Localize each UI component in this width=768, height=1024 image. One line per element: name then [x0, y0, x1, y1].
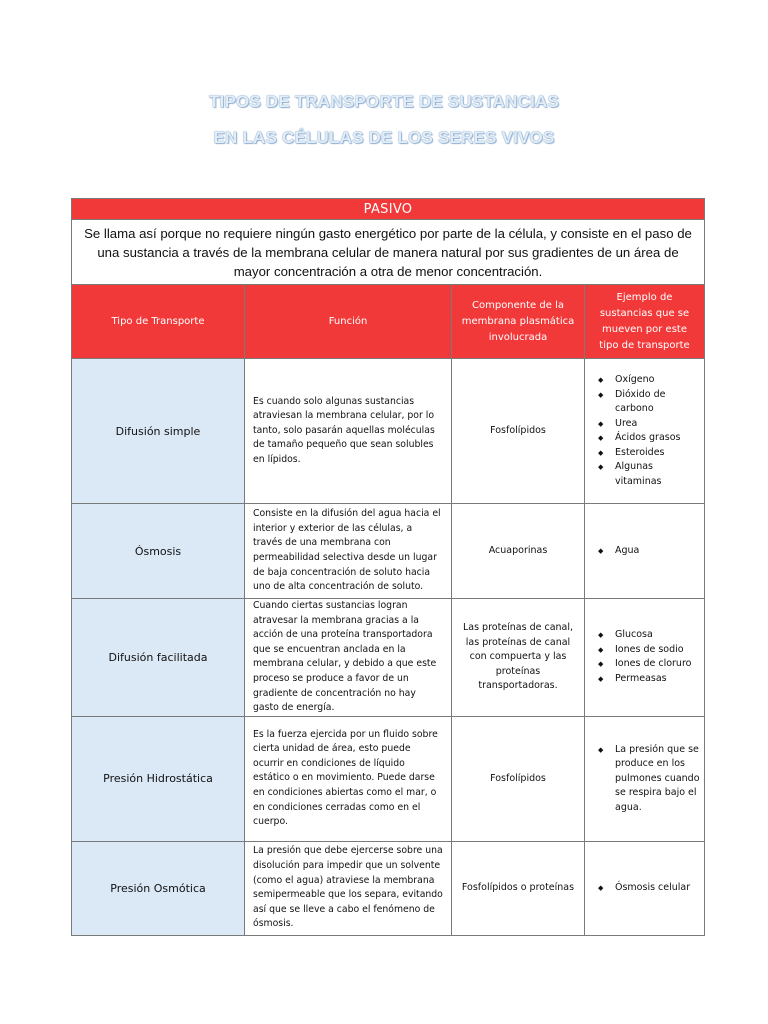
- membrane-component: Fosfolípidos: [452, 359, 585, 504]
- list-item: ◆ Ósmosis celular: [615, 881, 700, 896]
- section-description: Se llama así porque no requiere ningún gasto energético por parte de la célula, y consiste en el paso de una sustancia a través de la membrana celular de manera natural por sus gradientes de un área de mayor concentración a otra de menor concentración.: [72, 220, 705, 285]
- list-item: ◆ Iones de sodio: [615, 643, 700, 658]
- document-title-line-1: TIPOS DE TRANSPORTE DE SUSTANCIAS: [208, 92, 560, 111]
- transport-function: Consiste en la difusión del agua hacia el interior y exterior de las células, a través de una membrana con permeabilidad selectiva desde un lugar de baja concentración de soluto hacia uno de alta concentración de soluto.: [245, 504, 452, 599]
- list-item: ◆ Dióxido de carbono: [615, 388, 700, 417]
- transport-function: La presión que debe ejercerse sobre una disolución para impedir que un solvente (como el agua) atraviese la membrana semipermeable que los separa, evitando así que se lleve a cabo el fenómeno de ósmosis.: [245, 841, 452, 935]
- table-row: [72, 359, 705, 504]
- column-header-examples: Ejemplo de sustancias que se mueven por este tipo de transporte: [585, 285, 705, 359]
- list-item: ◆ La presión que se produce en los pulmones cuando se respira bajo el agua.: [615, 743, 700, 816]
- examples-cell: [585, 841, 705, 935]
- column-header-component: Componente de la membrana plasmática involucrada: [452, 285, 585, 359]
- transport-type-name: Difusión simple: [72, 359, 245, 504]
- list-item: ◆ Iones de cloruro: [615, 657, 700, 672]
- examples-list: [585, 881, 704, 896]
- membrane-component: Fosfolípidos: [452, 716, 585, 841]
- transport-function: Es cuando solo algunas sustancias atraviesan la membrana celular, por lo tanto, solo pasarán aquellas moléculas de tamaño pequeño que sean solubles en lípidos.: [245, 359, 452, 504]
- membrane-component: Acuaporinas: [452, 504, 585, 599]
- transport-function: Cuando ciertas sustancias logran atravesar la membrana gracias a la acción de una proteína transportadora que se encuentran anclada en la membrana celular, y debido a que este proceso se produce a favor de un gradiente de concentración no hay gasto de energía.: [245, 599, 452, 717]
- table-row: [72, 504, 705, 599]
- list-item: ◆ Esteroides: [615, 446, 700, 461]
- table-row: [72, 716, 705, 841]
- list-item: ◆ Urea: [615, 417, 700, 432]
- list-item: ◆ Glucosa: [615, 628, 700, 643]
- transport-type-name: Ósmosis: [72, 504, 245, 599]
- table-row: [72, 841, 705, 935]
- transport-type-name: Presión Hidrostática: [72, 716, 245, 841]
- list-item: ◆ Ácidos grasos: [615, 431, 700, 446]
- examples-list: [585, 743, 704, 816]
- examples-list: [585, 373, 704, 489]
- list-item: ◆ Agua: [615, 544, 700, 559]
- list-item: ◆ Oxígeno: [615, 373, 700, 388]
- examples-cell: [585, 716, 705, 841]
- table-header-row: [72, 285, 705, 359]
- column-header-type: Tipo de Transporte: [72, 285, 245, 359]
- examples-list: [585, 544, 704, 559]
- membrane-component: Las proteínas de canal, las proteínas de canal con compuerta y las proteínas transportadoras.: [452, 599, 585, 717]
- examples-cell: [585, 599, 705, 717]
- document-title-line-2: EN LAS CÉLULAS DE LOS SERES VIVOS: [213, 128, 555, 147]
- table-row: [72, 599, 705, 717]
- transport-type-name: Difusión facilitada: [72, 599, 245, 717]
- transport-function: Es la fuerza ejercida por un fluido sobre cierta unidad de área, esto puede ocurrir en condiciones de líquido estático o en movimiento. Puede darse en condiciones abiertas como el mar, o en condiciones cerradas como en el cuerpo.: [245, 716, 452, 841]
- membrane-component: Fosfolípidos o proteínas: [452, 841, 585, 935]
- list-item: ◆ Permeasas: [615, 672, 700, 687]
- transport-type-name: Presión Osmótica: [72, 841, 245, 935]
- list-item: ◆ Algunas vitaminas: [615, 460, 700, 489]
- section-title: PASIVO: [72, 199, 705, 220]
- examples-cell: [585, 504, 705, 599]
- column-header-function: Función: [245, 285, 452, 359]
- transport-table: [71, 198, 705, 936]
- examples-list: [585, 628, 704, 686]
- examples-cell: [585, 359, 705, 504]
